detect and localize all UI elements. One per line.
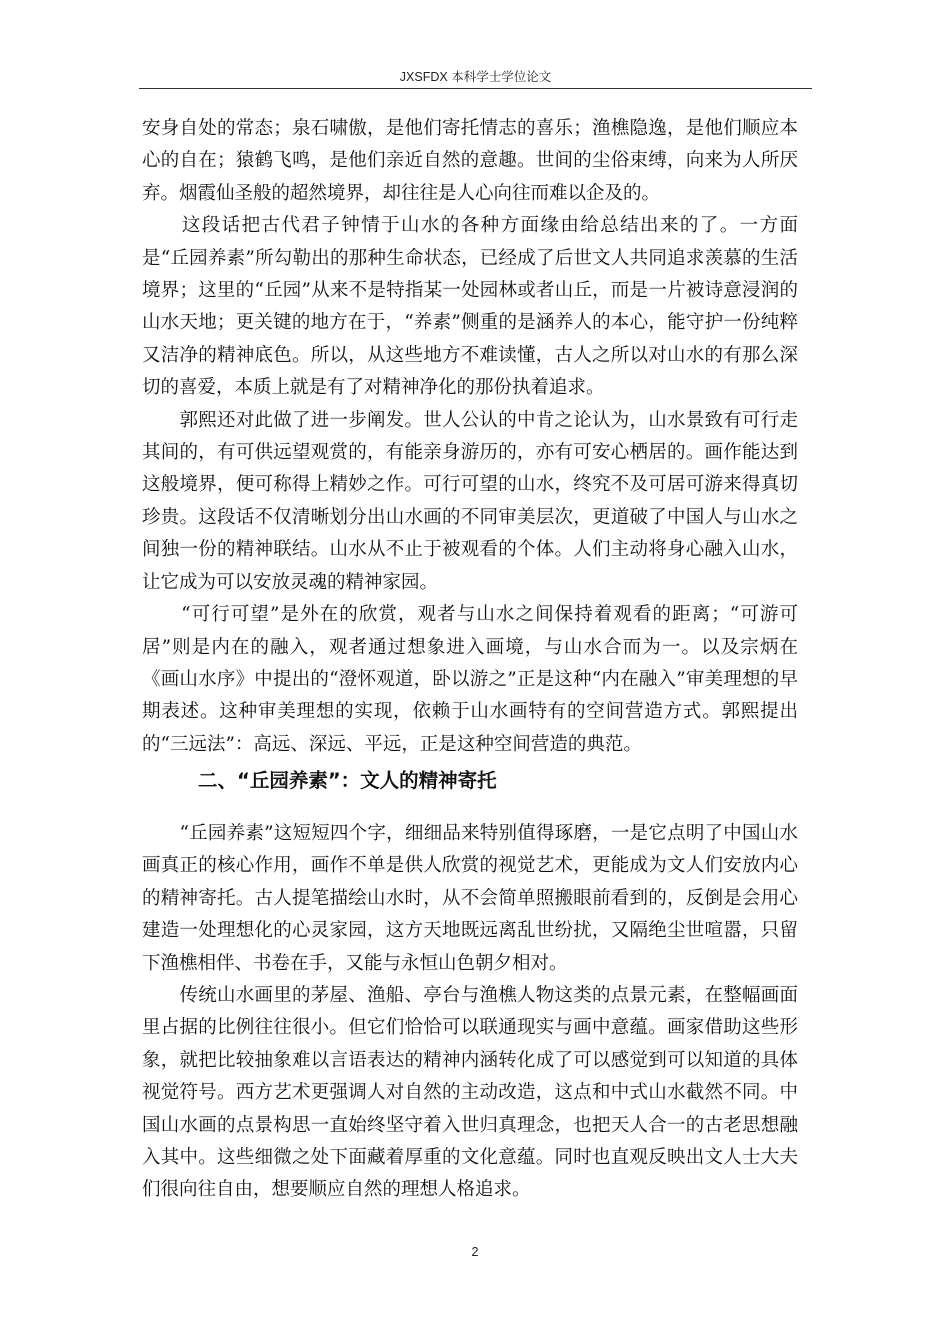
body-text-bottom: [142, 818, 798, 1207]
section-heading: 二、“丘园养素”：文人的精神寄托: [198, 769, 497, 792]
paragraph: 这段话把古代君子钟情于山水的各种方面缘由给总结出来的了。一方面是“丘园养素”所勾勒出的那种生命状态，已经成了后世文人共同追求羡慕的生活境界；这里的“丘园”从来不是特指某一处园林或者山丘，而是一片被诗意浸润的山水天地；更关键的地方在于，“养素”侧重的是涵养人的本心，能守护一份纯粹又洁净的精神底色。所以，从这些地方不难读懂，古人之所以对山水的有那么深切的喜爱，本质上就是有了对精神净化的那份执着追求。: [142, 215, 798, 399]
page-header: JXSFDX 本科学士学位论文: [399, 70, 552, 84]
header-rule: [139, 88, 812, 89]
paragraph: “丘园养素”这短短四个字，细细品来特别值得琢磨，一是它点明了中国山水画真正的核心作用，画作不单是供人欣赏的视觉艺术，更能成为文人们安放内心的精神寄托。古人提笔描绘山水时，从不会简单照搬眼前看到的，反倒是会用心建造一处理想化的心灵家园，这方天地既远离乱世纷扰，又隔绝尘世喧嚣，只留下渔樵相伴、书卷在手，又能与永恒山色朝夕相对。: [142, 823, 798, 974]
paragraph: 郭熙还对此做了进一步阐发。世人公认的中肯之论认为，山水景致有可行走其间的，有可供远望观赏的，有能亲身游历的，亦有可安心栖居的。画作能达到这般境界，便可称得上精妙之作。可行可望的山水，终究不及可居可游来得真切珍贵。这段话不仅清晰划分出山水画的不同审美层次，更道破了中国人与山水之间独一份的精神联结。山水从不止于被观看的个体。人们主动将身心融入山水，让它成为可以安放灵魂的精神家园。: [142, 409, 798, 593]
body-text-top: [142, 113, 798, 761]
paragraph: 传统山水画里的茅屋、渔船、亭台与渔樵人物这类的点景元素，在整幅画面里占据的比例往往很小。但它们恰恰可以联通现实与画中意蕴。画家借助这些形象，就把比较抽象难以言语表达的精神内涵转化成了可以感觉到可以知道的具体视觉符号。西方艺术更强调人对自然的主动改造，这点和中式山水截然不同。中国山水画的点景构思一直始终坚守着入世归真理念，也把天人合一的古老思想融入其中。这些细微之处下面藏着厚重的文化意蕴。同时也直观反映出文人士大夫们很向往自由，想要顺应自然的理想人格追求。: [142, 985, 798, 1201]
page-number: 2: [471, 1245, 479, 1259]
paragraph: 安身自处的常态；泉石啸傲，是他们寄托情志的喜乐；渔樵隐逸，是他们顺应本心的自在；猿鹤飞鸣，是他们亲近自然的意趣。世间的尘俗束缚，向来为人所厌弃。烟霞仙圣般的超然境界，却往往是人心向往而难以企及的。: [142, 118, 798, 204]
paragraph: “可行可望”是外在的欣赏，观者与山水之间保持着观看的距离；“可游可居”则是内在的融入，观者通过想象进入画境，与山水合而为一。以及宗炳在《画山水序》中提出的“澄怀观道，卧以游之”正是这种“内在融入”审美理想的早期表述。这种审美理想的实现，依赖于山水画特有的空间营造方式。郭熙提出的“三远法”：高远、深远、平远，正是这种空间营造的典范。: [142, 604, 798, 755]
